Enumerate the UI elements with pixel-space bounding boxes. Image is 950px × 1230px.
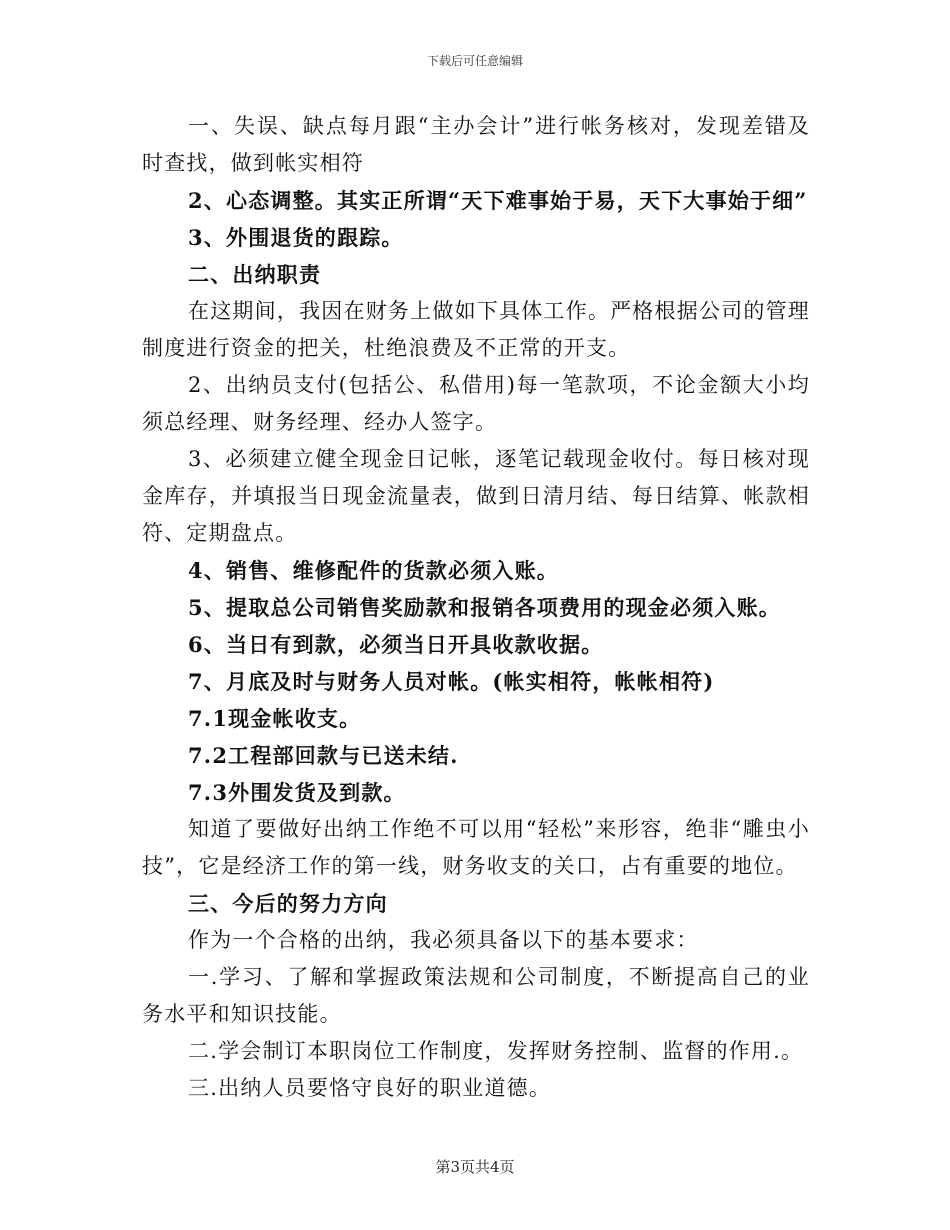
paragraph-17: 作为一个合格的出纳，我必须具备以下的基本要求： [188,928,699,952]
paragraph-20: 三.出纳人员要恪守良好的职业道德。 [188,1076,552,1100]
document-body [142,108,810,1107]
section-heading-2: 二、出纳职责 [188,262,322,287]
page-footer: 第3页共4页 [435,1158,515,1176]
paragraph-8: 4、销售、维修配件的货款必须入账。 [188,558,560,583]
paragraph-10: 6、当日有到款，必须当日开具收款收据。 [188,632,604,657]
paragraph-2: 2、心态调整。其实正所谓“天下难事始于易，天下大事始于细” [188,188,808,213]
paragraph-12: 7.1现金帐收支。 [188,706,362,731]
paragraph-15: 知道了要做好出纳工作绝不可以用“轻松”来形容，绝非“雕虫小技”，它是经济工作的第一线，财务收支的关口，占有重要的地位。 [142,817,810,878]
paragraph-6: 2、出纳员支付(包括公、私借用)每一笔款项，不论金额大小均须总经理、财务经理、经办人签字。 [142,373,810,434]
section-heading-3: 三、今后的努力方向 [188,891,388,916]
paragraph-14: 7.3外围发货及到款。 [188,780,406,805]
paragraph-19: 二.学会制订本职岗位工作制度，发挥财务控制、监督的作用.。 [188,1039,804,1063]
page-header: 下载后可任意编辑 [426,54,523,68]
paragraph-11: 7、月底及时与财务人员对帐。(帐实相符，帐帐相符) [188,669,715,694]
paragraph-18: 一.学习、了解和掌握政策法规和公司制度，不断提高自己的业务水平和知识技能。 [142,965,810,1026]
paragraph-3: 3、外围退货的跟踪。 [188,225,404,250]
paragraph-5: 在这期间，我因在财务上做如下具体工作。严格根据公司的管理制度进行资金的把关，杜绝浪费及不正常的开支。 [142,299,810,360]
paragraph-7: 3、必须建立健全现金日记帐，逐笔记载现金收付。每日核对现金库存，并填报当日现金流量表，做到日清月结、每日结算、帐款相符、定期盘点。 [142,447,810,545]
paragraph-9: 5、提取总公司销售奖励款和报销各项费用的现金必须入账。 [188,595,782,620]
paragraph-1: 一、失误、缺点每月跟“主办会计”进行帐务核对，发现差错及时查找，做到帐实相符 [142,114,810,175]
paragraph-13: 7.2工程部回款与已送未结. [188,743,459,768]
